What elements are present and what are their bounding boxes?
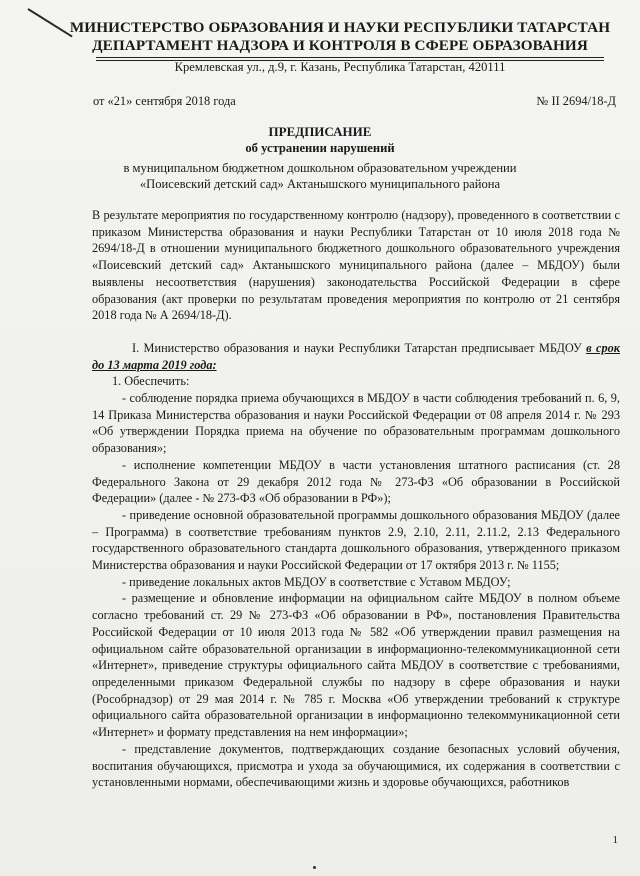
institution-line-2: «Поисевский детский сад» Актанышского муниципального района (139, 177, 501, 191)
header-ministry: МИНИСТЕРСТВО ОБРАЗОВАНИЯ И НАУКИ РЕСПУБЛИКИ ТАТАРСТАН (69, 19, 611, 36)
list-item: - приведение основной образовательной программы дошкольного образования МБДОУ (далее – Программа) в соответствие требованиям пунктов 2.9, 2.10, 2.11, 2.11.2, 2.13 Федерального государственного образовательного стандарта дошкольного образования, утвержденного приказом Министерства образования и науки Российской Федерации от 17 октября 2013 г. № 1155; (92, 507, 620, 573)
item-1: 1. Обеспечить: (112, 374, 190, 389)
document-number: № II 2694/18-Д (536, 94, 616, 108)
document-subtitle: об устранении нарушений (245, 141, 395, 155)
header-address: Кремлевская ул., д.9, г. Казань, Республика Татарстан, 420111 (174, 60, 506, 74)
intro-paragraph: В результате мероприятия по государственному контролю (надзору), проведенного в соответствии с приказом Министерства образования и науки Республики Татарстан от 10 июля 2018 года № 2694/18-Д в отношении муниципального бюджетного дошкольного образовательного учреждения «Поисевский детский сад» Актанышского муниципального района (далее – МБДОУ) были выявлены несоответствия (нарушения) законодательства Российской Федерации в сфере образования (акт проверки по результатам проведения мероприятия по контролю от 21 сентября 2018 года № А 2694/18-Д). (92, 208, 620, 323)
list-item: - приведение локальных актов МБДОУ в соответствие с Уставом МБДОУ; (122, 574, 511, 589)
page-number: 1 (612, 834, 618, 846)
section-1-paragraph (92, 340, 620, 373)
scan-dot (313, 866, 316, 869)
header-divider (96, 57, 604, 58)
list-item: - представление документов, подтверждающих создание безопасных условий обучения, воспитания обучающихся, присмотра и ухода за обучающимися, их содержания в соответствии с установленными нормами, обеспечивающими жизнь и здоровье обучающихся, работников (92, 741, 620, 790)
header-department: ДЕПАРТАМЕНТ НАДЗОРА И КОНТРОЛЯ В СФЕРЕ ОБРАЗОВАНИЯ (92, 37, 588, 54)
institution-line-1: в муниципальном бюджетном дошкольном образовательном учреждении (123, 161, 517, 175)
section-1-text: I. Министерство образования и науки Республики Татарстан предписывает МБДОУ (132, 340, 582, 355)
document-date: от «21» сентября 2018 года (93, 94, 236, 108)
list-item: - размещение и обновление информации на официальном сайте МБДОУ в полном объеме согласно требований ст. 29 № 273-ФЗ «Об образовании в РФ», постановления Правительства Российской Федерации от 10 июля 2013 года № 582 «Об утверждении правил размещения на официальном сайте образовательной организации в информационно-телекоммуникационной сети «Интернет», приведение структуры официального сайта МБДОУ в соответствие с требованиями, определенными приказом Федеральной службы по надзору в сфере образования и науки (Рособрнадзор) от 29 мая 2014 г. № 785 г. Москва «Об утверждении требований к структуре официального сайта образовательной организации в информационно телекоммуникационной сети «Интернет» и формату представления на нем информации»; (92, 591, 620, 740)
document-title: ПРЕДПИСАНИЕ (268, 124, 372, 139)
list-item: - исполнение компетенции МБДОУ в части установления штатного расписания (ст. 28 Федерального Закона от 29 декабря 2012 года № 273-ФЗ «Об образовании в Российской Федерации» (далее - № 273-ФЗ «Об образовании в РФ»); (92, 457, 620, 506)
list-item: - соблюдение порядка приема обучающихся в МБДОУ в части соблюдения требований п. 6, 9, 14 Приказа Министерства образования и науки Российской Федерации от 08 апреля 2014 г. № 293 «Об утверждении Порядка приема на обучение по образовательным программам дошкольного образования»; (92, 391, 620, 456)
section-1-deadline: в срок до 13 марта 2019 года: (92, 340, 620, 372)
document-body (92, 207, 620, 791)
